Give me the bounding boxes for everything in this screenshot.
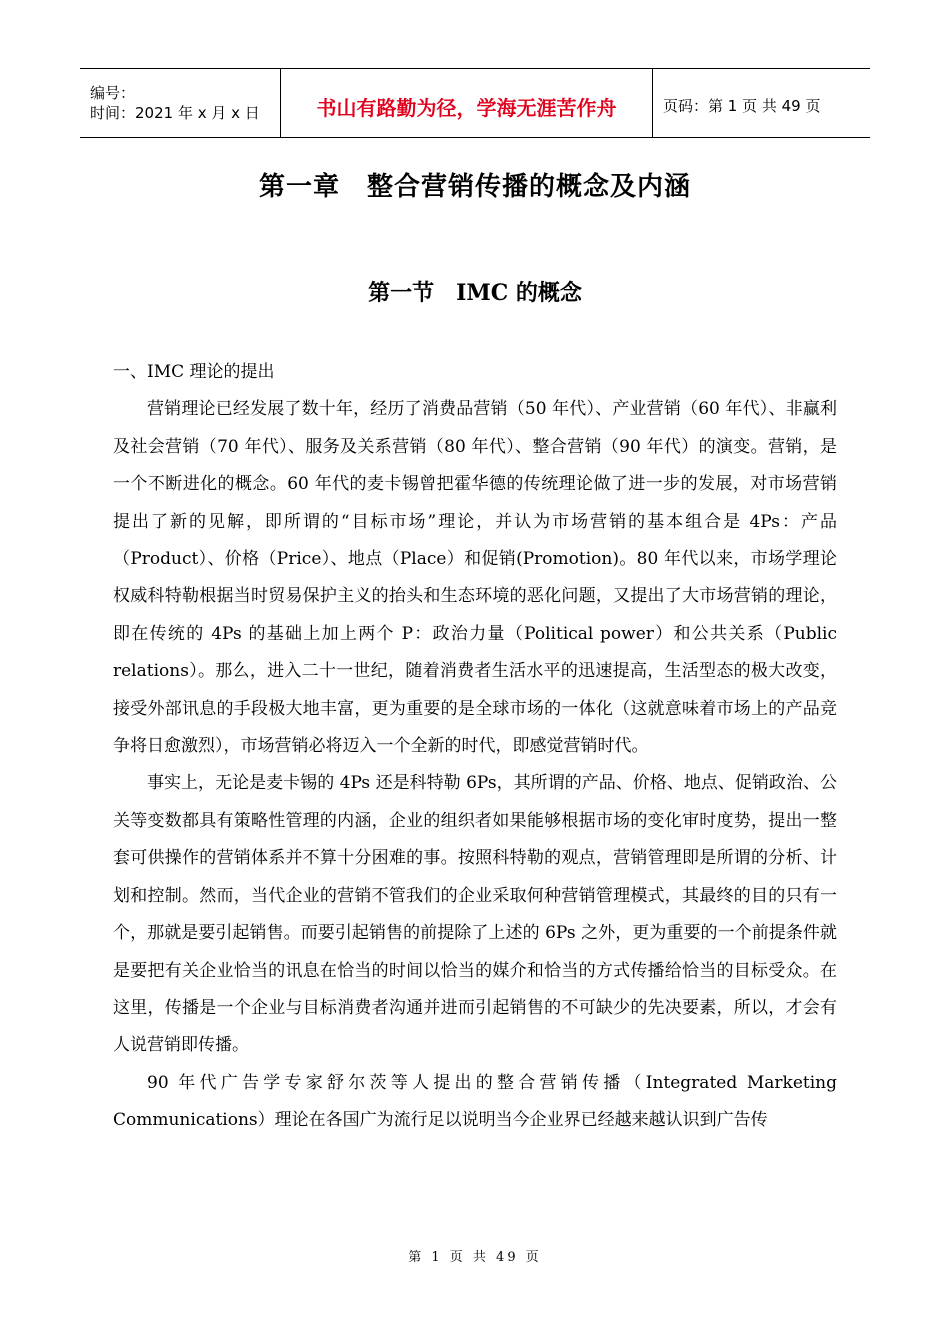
subheading: 一、IMC 理论的提出 [113, 362, 275, 382]
chapter-title: 第一章 整合营销传播的概念及内涵 [258, 172, 691, 202]
body-text [113, 354, 837, 1140]
header-motto [281, 69, 653, 137]
motto-text: 书山有路勤为径，学海无涯苦作舟 [316, 95, 617, 120]
page-count-label: 页码：第 1 页 共 49 页 [663, 96, 821, 115]
header-page-info [653, 69, 870, 137]
paragraph-1: 营销理论已经发展了数十年，经历了消费品营销（50 年代）、产业营销（60 年代）、非赢利及社会营销（70 年代）、服务及关系营销（80 年代）、整合营销（90 年代）的演变。营销，是一个不断进化的概念。60 年代的麦卡锡曾把霍华德的传统理论做了进一步的发展，对市场营销提出了新的见解，即所谓的“目标市场”理论，并认为市场营销的基本组合是 4Ps：产品（Product）、价格（Price）、地点（Place）和促销(Promotion)。80 年代以来，市场学理论权威科特勒根据当时贸易保护主义的抬头和生态环境的恶化问题，又提出了大市场营销的理论，即在传统的 4Ps 的基础上加上两个 P：政治力量（Political power）和公共关系（Public relations）。那么，进入二十一世纪，随着消费者生活水平的迅速提高，生活型态的极大改变，接受外部讯息的手段极大地丰富，更为重要的是全球市场的一体化（这就意味着市场上的产品竞争将日愈激烈），市场营销必将迈入一个全新的时代，即感觉营销时代。 [113, 399, 837, 757]
paragraph-2: 事实上，无论是麦卡锡的 4Ps 还是科特勒 6Ps，其所谓的产品、价格、地点、促销政治、公关等变数都具有策略性管理的内涵，企业的组织者如果能够根据市场的变化审时度势，提出一整套可供操作的营销体系并不算十分困难的事。按照科特勒的观点，营销管理即是所谓的分析、计划和控制。然而，当代企业的营销不管我们的企业采取何种营销管理模式，其最终的目的只有一个，那就是要引起销售。而要引起销售的前提除了上述的 6Ps 之外，更为重要的一个前提条件就是要把有关企业恰当的讯息在恰当的时间以恰当的媒介和恰当的方式传播给恰当的目标受众。在这里，传播是一个企业与目标消费者沟通并进而引起销售的不可缺少的先决要素，所以，才会有人说营销即传播。 [113, 773, 837, 1056]
header-meta [80, 69, 281, 137]
document-header [80, 68, 870, 138]
section-title: 第一节 IMC 的概念 [368, 280, 582, 306]
doc-time-label: 时间：2021 年 x 月 x 日 [90, 104, 260, 122]
paragraph-3: 90 年代广告学专家舒尔茨等人提出的整合营销传播（Integrated Marketing Communications）理论在各国广为流行足以说明当今企业界已经越来越认识到广告传 [113, 1072, 837, 1131]
page-footer: 第 1 页 共 49 页 [408, 1250, 542, 1265]
doc-number-label: 编号： [90, 84, 136, 102]
